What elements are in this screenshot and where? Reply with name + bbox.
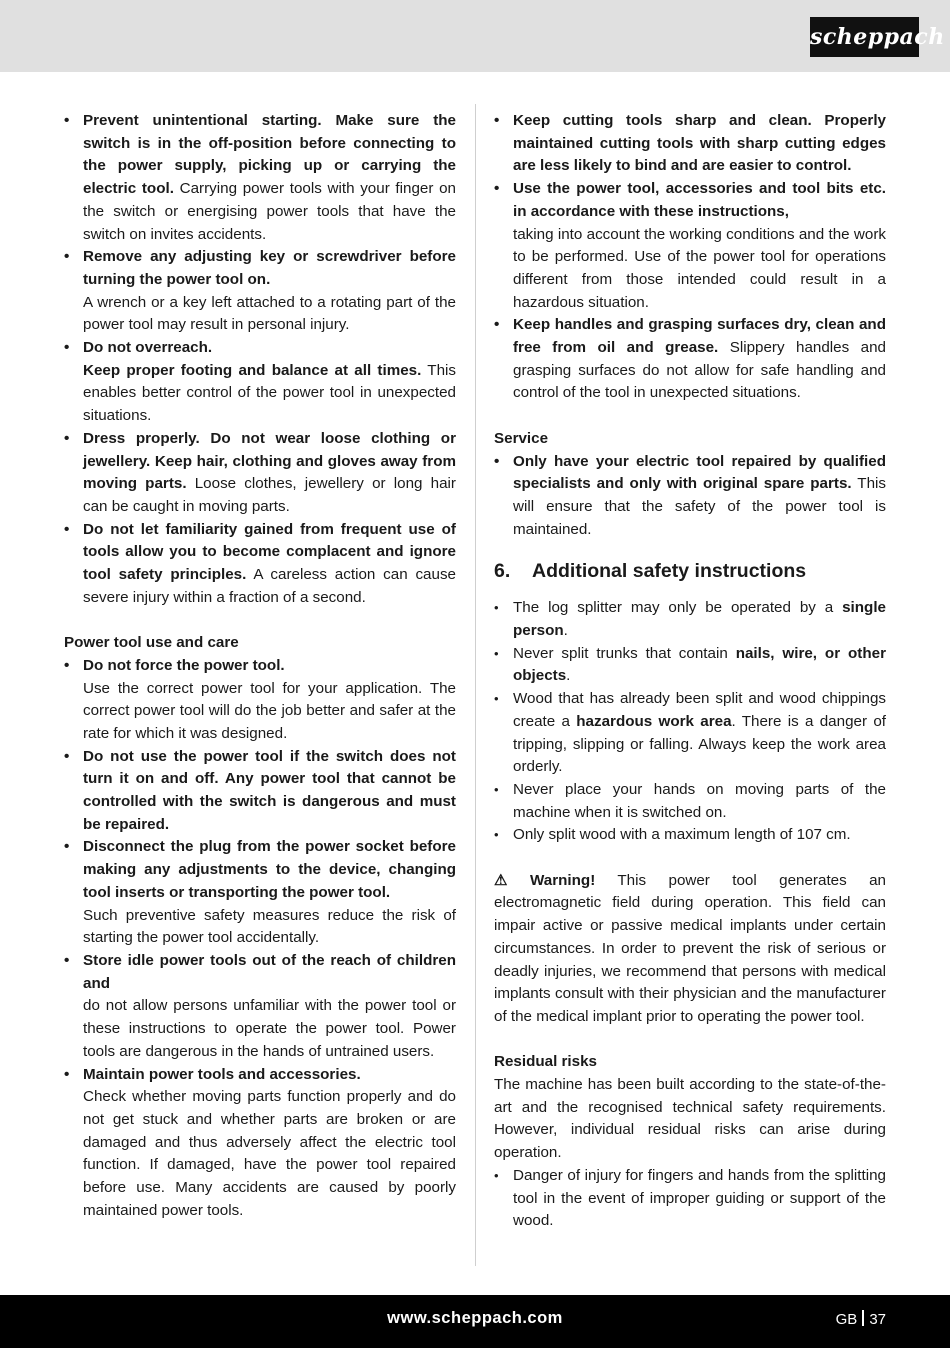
bullet: • (64, 248, 70, 266)
footer-url[interactable]: www.scheppach.com (387, 1309, 563, 1327)
list-item (494, 779, 886, 824)
item-heading: Do not use the power tool if the switch does not turn it on and off. Any power tool that cannot be controlled with the switch is dangerous and must be repaired. (83, 747, 456, 833)
bullet: • (494, 645, 499, 661)
list-item (494, 451, 886, 542)
section-title-text: Additional safety instructions (532, 560, 807, 583)
bullet: • (64, 656, 70, 674)
bullet: • (64, 429, 70, 447)
list-item (494, 688, 886, 779)
item-heading: Do not overreach. (83, 339, 213, 357)
bullet: • (494, 1167, 499, 1183)
list-item (64, 519, 456, 610)
list-item (494, 178, 886, 314)
list-item (64, 746, 456, 837)
bullet: • (494, 452, 500, 470)
bullet: • (494, 691, 499, 707)
item-text: . (563, 622, 568, 640)
list-item (494, 597, 886, 642)
list-item (64, 836, 456, 950)
page-footer (0, 1295, 950, 1348)
list-item (494, 1165, 886, 1233)
bullet: • (494, 827, 499, 843)
subheading: Power tool use and care (64, 634, 239, 652)
bullet: • (64, 1065, 70, 1083)
item-emphasis: hazardous work area (576, 712, 732, 730)
item-emphasis: single person (513, 599, 886, 640)
bullet: • (64, 952, 70, 969)
scheppach-logo: scheppach (810, 17, 919, 57)
section-title (494, 557, 886, 585)
residual-text: The machine has been built according to the state-of-the-art and the recognised technical safety requirements. However, individual residual risks can arise during operation. (494, 1076, 886, 1162)
item-heading: Dress properly. Do not wear loose clothing or jewellery. Keep hair, clothing and gloves away from moving parts. (83, 429, 456, 493)
item-text: Slippery handles and grasping surfaces do not allow for safe handling and control of the tool in unexpected situations. (513, 339, 886, 402)
bullet: • (494, 781, 499, 797)
item-text: Danger of injury for fingers and hands from the splitting tool in the event of improper guiding or support of the wood. (513, 1166, 886, 1230)
bullet: • (64, 112, 70, 129)
item-text: . (566, 667, 571, 685)
bullet: • (64, 339, 70, 357)
item-text: A wrench or a key left attached to a rotating part of the power tool may result in personal injury. (83, 293, 456, 334)
item-emphasis: nails, wire, or other objects (513, 644, 886, 685)
warning-icon: ⚠ (494, 871, 508, 889)
list-item (64, 428, 456, 519)
item-text: Only split wood with a maximum length of 107 cm. (513, 826, 851, 844)
item-text: Carrying power tools with your finger on the switch or energising power tools that have the switch on invites accidents. (83, 180, 457, 243)
item-text: Such preventive safety measures reduce the risk of starting the power tool accidentally. (83, 906, 456, 947)
item-heading: Prevent unintentional starting. Make sure the switch is in the off-position before connecting to the power supply, picking up or carrying the electric tool. (83, 112, 456, 198)
residual-heading: Residual risks (494, 1053, 597, 1071)
item-heading: Disconnect the plug from the power socket before making any adjustments to the device, changing tool inserts or transporting the power tool. (83, 838, 456, 901)
list-item (64, 246, 456, 337)
item-heading: Do not force the power tool. (83, 656, 285, 674)
list-item (494, 110, 886, 178)
item-heading: Keep handles and grasping surfaces dry, clean and free from oil and grease. (513, 316, 886, 357)
list-item (64, 950, 456, 1064)
list-item (494, 824, 886, 847)
warning-text: This power tool generates an electromagnetic field during operation. This field can impair active or passive medical implants under certain circumstances. In order to prevent the risk of serious or deadly injuries, we recommend that persons with medical implants consult with their physician and the manufacturer of the medical implant prior to operating the power tool. (494, 871, 886, 1025)
bullet: • (494, 316, 500, 334)
item-text: A careless action can cause severe injury within a fraction of a second. (83, 566, 456, 606)
item-heading: Maintain power tools and accessories. (83, 1065, 361, 1083)
list-item (494, 314, 886, 405)
item-heading: Remove any adjusting key or screwdriver before turning the power tool on. (83, 248, 456, 288)
item-text: This will ensure that the safety of the power tool is maintained. (513, 475, 886, 538)
item-text: do not allow persons unfamiliar with the power tool or these instructions to operate the power tool. Power tools are dangerous in the hands of untrained users. (83, 997, 456, 1060)
bullet: • (494, 180, 500, 198)
column-divider (475, 104, 476, 1266)
item-text: . There is a danger of tripping, slipping or falling. Always keep the work area orderly. (513, 712, 886, 776)
item-text: Wood that has already been split and wood chippings create a (513, 690, 886, 730)
service-heading: Service (494, 429, 549, 447)
page-number (836, 1310, 886, 1328)
bullet: • (64, 747, 70, 765)
list-item (494, 643, 886, 688)
separator (862, 1310, 864, 1326)
item-heading: Only have your electric tool repaired by qualified specialists and only with original spare parts. (513, 452, 886, 493)
list-item (64, 110, 456, 246)
language-code: GB (835, 1311, 858, 1328)
page-number-value: 37 (869, 1311, 886, 1328)
item-text: taking into account the working conditions and the work to be performed. Use of the power tool for operations different from those intended could result in a hazardous situation. (513, 225, 886, 311)
item-text: The log splitter may only be operated by a (513, 599, 843, 617)
list-item (64, 655, 456, 746)
warning-label: Warning! (530, 871, 596, 889)
list-item (64, 337, 456, 428)
item-text: Loose clothes, jewellery or long hair can be caught in moving parts. (83, 475, 456, 515)
item-heading: Use the power tool, accessories and tool bits etc. in accordance with these instructions, (513, 180, 886, 220)
item-text: Check whether moving parts function properly and do not get stuck and whether parts are broken or are damaged and thus adversely affect the electric tool function. If damaged, have the power tool repaired before use. Many accidents are caused by poorly maintained power tools. (83, 1088, 456, 1219)
item-text: Never split trunks that contain (513, 644, 736, 662)
item-heading: Keep proper footing and balance at all times. (83, 361, 422, 379)
right-column (494, 110, 886, 1233)
item-text: This enables better control of the power tool in unexpected situations. (83, 361, 457, 425)
section-number: 6. (494, 560, 511, 583)
bullet: • (494, 600, 499, 616)
item-text: Use the correct power tool for your application. The correct power tool will do the job better and safer at the rate for which it was designed. (83, 679, 456, 742)
item-text: Never place your hands on moving parts of the machine when it is switched on. (513, 780, 886, 821)
bullet: • (494, 112, 500, 129)
item-heading: Do not let familiarity gained from frequent use of tools allow you to become complacent and ignore tool safety principles. (83, 520, 456, 584)
list-item (64, 1064, 456, 1223)
page-header (0, 0, 950, 72)
bullet: • (64, 520, 70, 538)
left-column (64, 110, 456, 1222)
bullet: • (64, 838, 70, 856)
item-heading: Keep cutting tools sharp and clean. Properly maintained cutting tools with sharp cutting edges are less likely to bind and are easier to control. (513, 112, 886, 175)
item-heading: Store idle power tools out of the reach of children and (83, 952, 456, 992)
warning-paragraph (494, 870, 886, 1029)
